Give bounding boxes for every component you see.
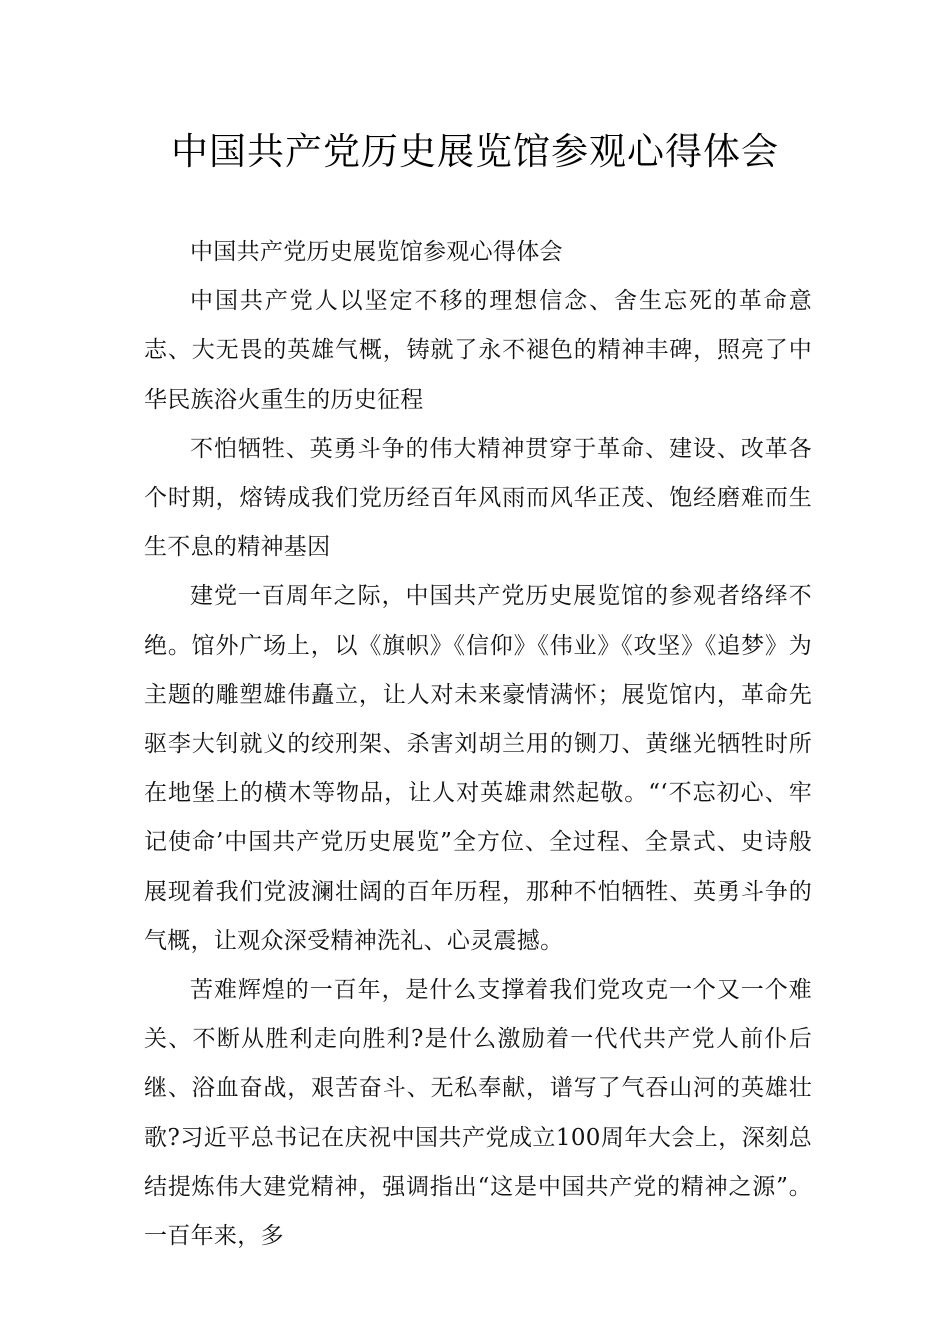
document-title: 中国共产党历史展览馆参观心得体会 — [171, 130, 779, 173]
paragraph-subtitle: 中国共产党历史展览馆参观心得体会 — [190, 239, 563, 265]
paragraph: 建党一百周年之际，中国共产党历史展览馆的参观者络绎不绝。馆外广场上，以《旗帜》《信仰》《伟业》《攻坚》《追梦》为主题的雕塑雄伟矗立，让人对未来豪情满怀；展览馆内，革命先驱李大钊就义的绞刑架、杀害刘胡兰用的铡刀、黄继光牺牲时所在地堡上的横木等物品，让人对英雄肃然起敬。“‘不忘初心、牢记使命’中国共产党历史展览”全方位、全过程、全景式、史诗般展现着我们党波澜壮阔的百年历程，那种不怕牺牲、英勇斗争的气概，让观众深受精神洗礼、心灵震撼。 — [144, 583, 812, 954]
paragraph: 苦难辉煌的一百年，是什么支撑着我们党攻克一个又一个难关、不断从胜利走向胜利?是什么激励着一代代共产党人前仆后继、浴血奋战，艰苦奋斗、无私奉献，谱写了气吞山河的英雄壮歌?习近平总书记在庆祝中国共产党成立100周年大会上，深刻总结提炼伟大建党精神，强调指出“这是中国共产党的精神之源”。一百年来，多 — [144, 977, 812, 1250]
document-body — [144, 228, 812, 1261]
paragraph: 不怕牺牲、英勇斗争的伟大精神贯穿于革命、建设、改革各个时期，熔铸成我们党历经百年风雨而风华正茂、饱经磨难而生生不息的精神基因 — [144, 435, 812, 561]
paragraph: 中国共产党人以坚定不移的理想信念、舍生忘死的革命意志、大无畏的英雄气概，铸就了永不褪色的精神丰碑，照亮了中华民族浴火重生的历史征程 — [144, 288, 812, 413]
